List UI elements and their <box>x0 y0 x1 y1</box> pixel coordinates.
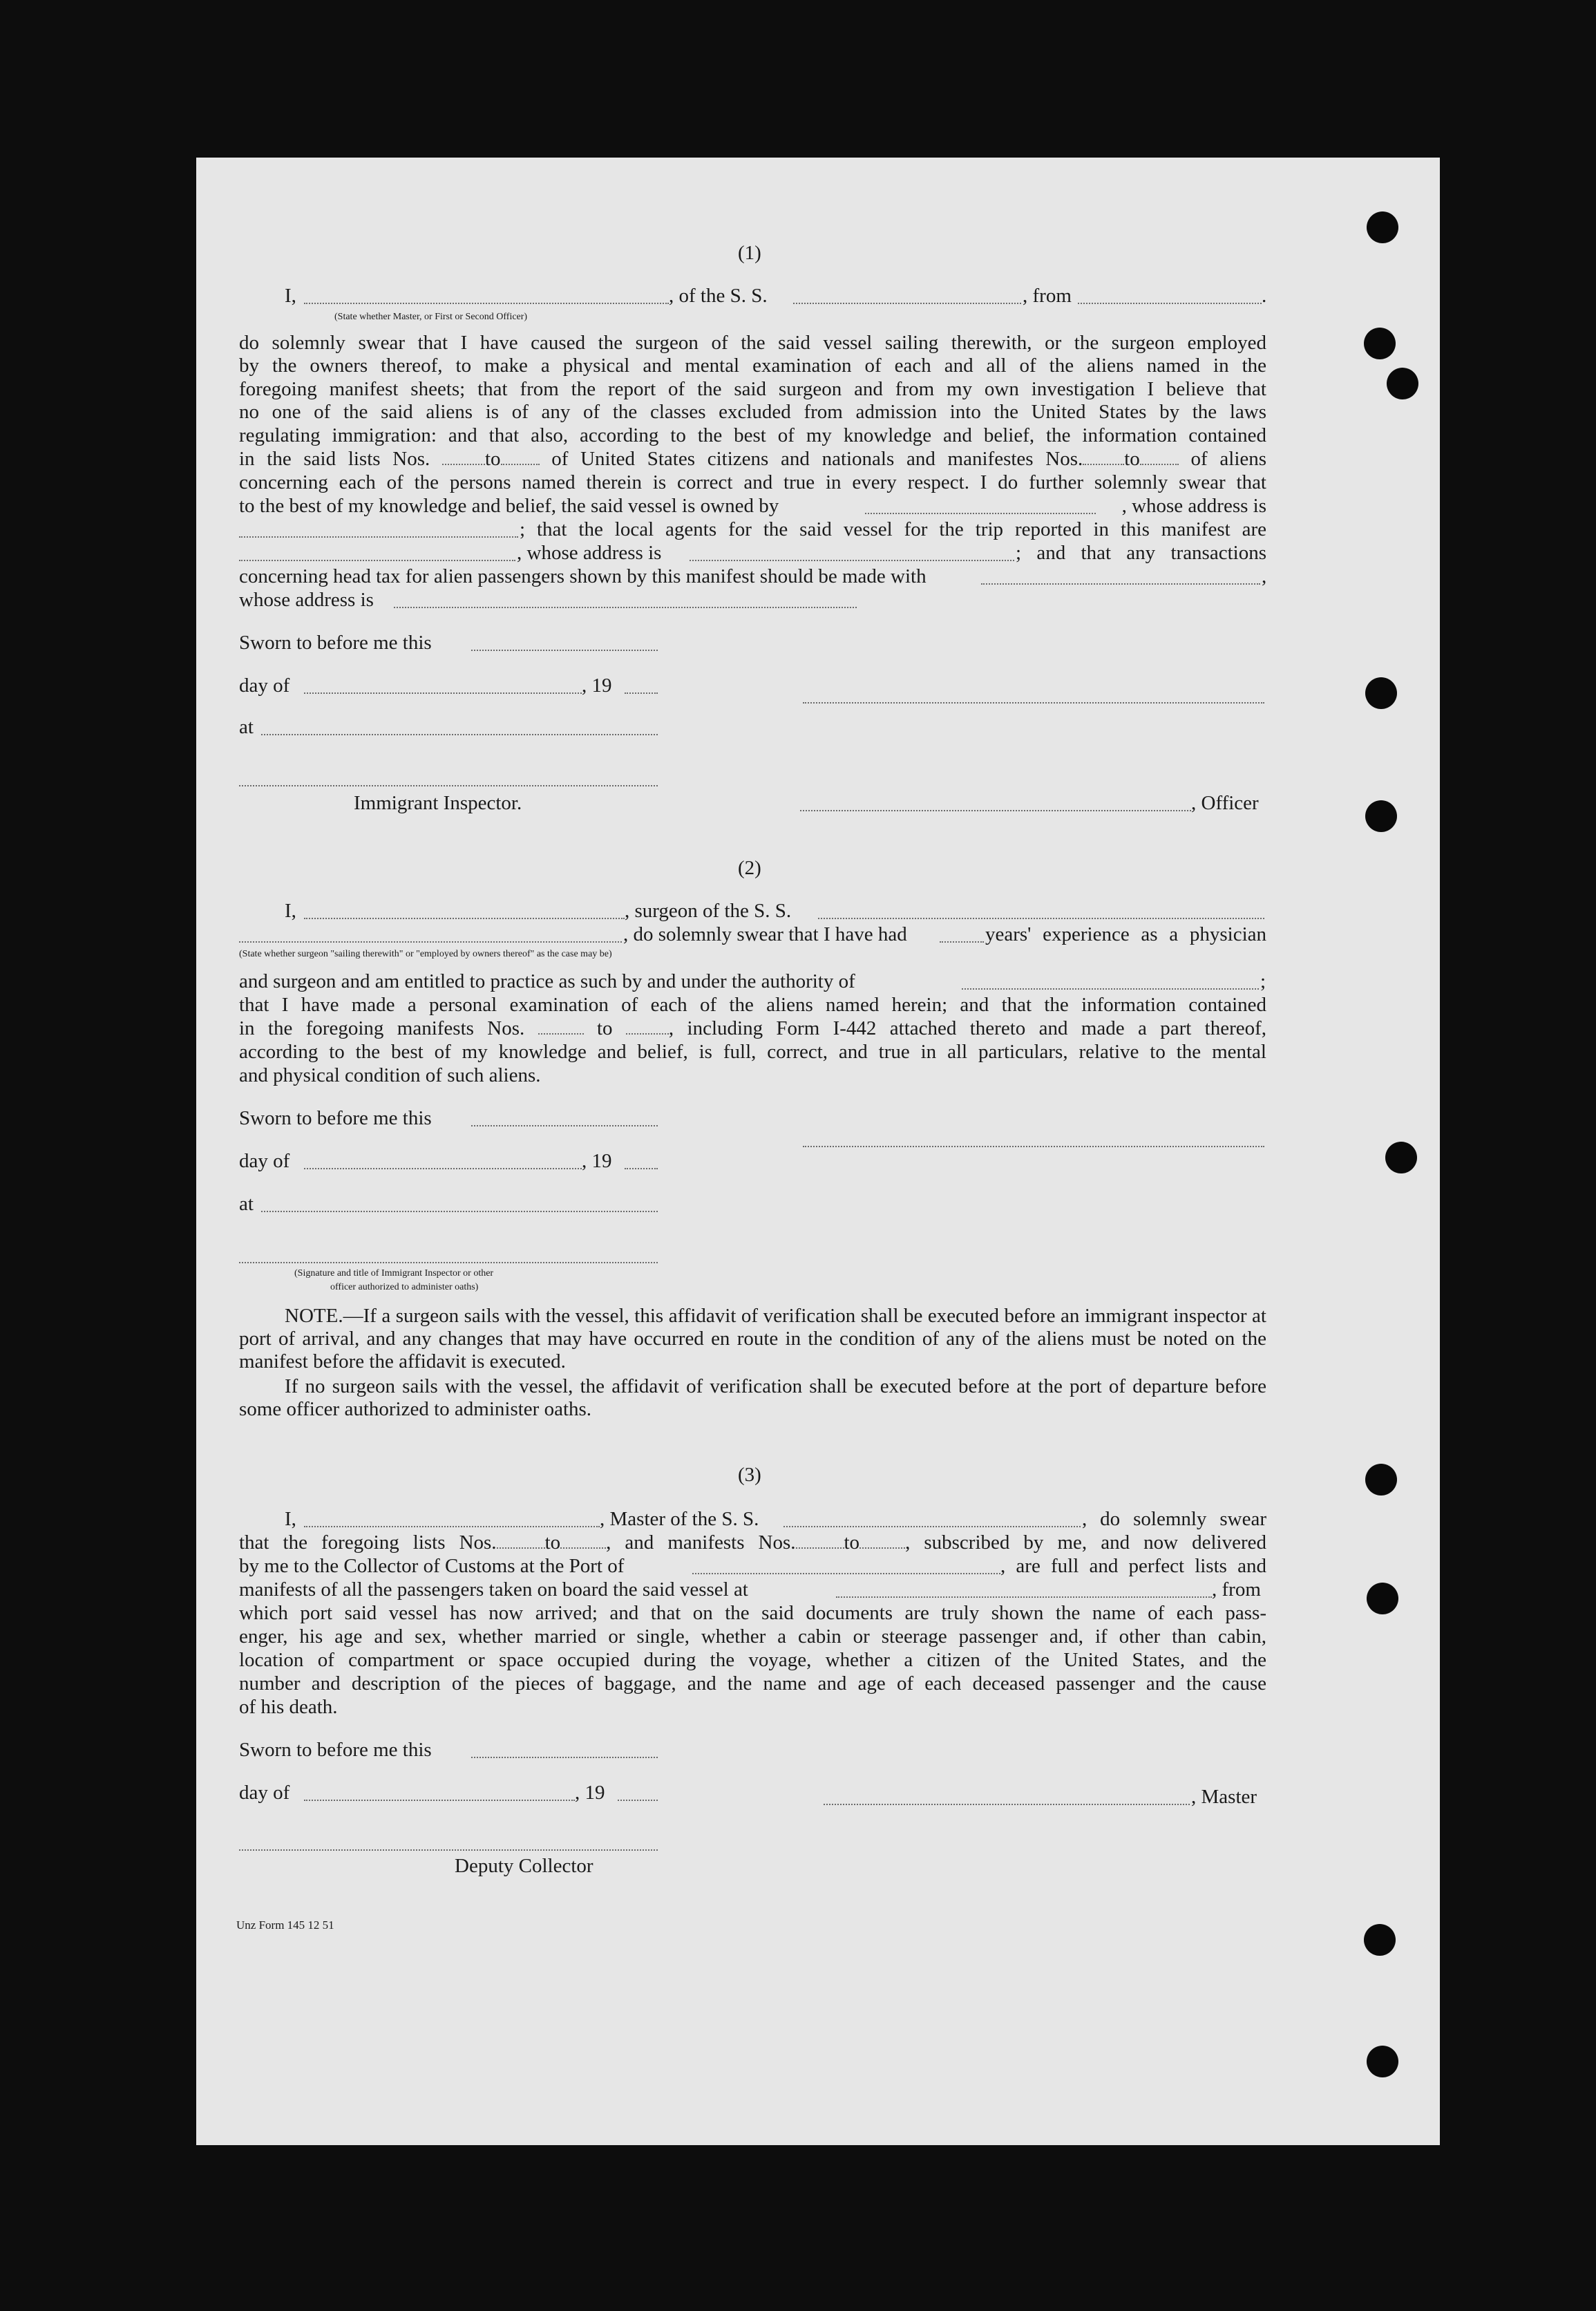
s1-citizens-text: of United States citizens and nationals and manifestes Nos. <box>551 448 1083 470</box>
s3-para-line: which port said vessel has now arrived; and that on the said documents are truly shown the name of each pass- <box>239 1602 1266 1624</box>
s1-list-from-blank[interactable] <box>442 450 485 465</box>
s3-day-of: day of <box>239 1782 290 1804</box>
s1-to: to <box>484 448 501 470</box>
s2-vessel-blank[interactable] <box>818 918 1264 919</box>
s1-headtax-blank[interactable] <box>981 583 1260 585</box>
s2-years-blank[interactable] <box>940 941 984 943</box>
s2-para-line: that I have made a personal examination of each of the aliens named herein; and that the information contained <box>239 994 1266 1016</box>
s3-subscribed-text: , subscribed by me, and now delivered <box>905 1531 1266 1554</box>
s1-para-line: regulating immigration: and that also, according to the best of my knowledge and belief, the information contained <box>239 424 1266 446</box>
s1-vessel-blank[interactable] <box>793 303 1021 304</box>
s1-day-blank[interactable] <box>304 692 582 694</box>
s2-swear-had: , do solemnly swear that I have had <box>623 923 907 945</box>
s3-year: , 19 <box>575 1782 605 1804</box>
s1-at-blank[interactable] <box>261 734 658 735</box>
s3-lists-text: that the foregoing lists Nos. <box>239 1531 497 1554</box>
form-number: Unz Form 145 12 51 <box>236 1918 334 1932</box>
s2-sig-note: (Signature and title of Immigrant Inspector or other <box>294 1268 494 1279</box>
s1-para-line: by the owners thereof, to make a physical and mental examination of each and all of the aliens named in the <box>239 355 1266 377</box>
s2-at: at <box>239 1193 254 1215</box>
s1-from: , from <box>1023 285 1072 307</box>
s3-full-perfect: , are full and perfect lists and <box>1000 1555 1266 1577</box>
s2-manifests-line <box>239 1017 1266 1040</box>
s1-period: . <box>1262 285 1267 307</box>
s1-para-line: concerning each of the persons named therein is correct and true in every respect. I do further solemnly swear that <box>239 471 1266 493</box>
s1-agents-address-is: , whose address is <box>517 542 662 564</box>
section-1-number: (1) <box>738 242 761 264</box>
s3-collector-blank[interactable] <box>239 1849 658 1851</box>
s2-day-of: day of <box>239 1150 290 1172</box>
s3-board-text: manifests of all the passengers taken on board the said vessel at <box>239 1578 748 1601</box>
s3-lists-line <box>239 1531 1266 1554</box>
s2-surgeon-note: (State whether surgeon "sailing therewith" or "employed by owners thereof" as the case may be) <box>239 949 612 959</box>
s3-manifests-text: , and manifests Nos. <box>606 1531 796 1554</box>
s3-manifest-from-blank[interactable] <box>796 1534 844 1549</box>
s2-note-1: NOTE.—If a surgeon sails with the vessel, this affidavit of verification shall be executed before an immigrant inspector at port of arrival, and any changes that may have occurred en route in the condition of any of the aliens must be noted on the manifest before the affidavit is executed. <box>239 1305 1266 1373</box>
s2-to: to <box>597 1017 613 1039</box>
s3-deputy-collector: Deputy Collector <box>455 1855 593 1877</box>
s3-port-text: by me to the Collector of Customs at the Port of <box>239 1555 625 1577</box>
s3-swear: , do solemnly swear <box>1082 1508 1266 1530</box>
s2-note-2: If no surgeon sails with the vessel, the affidavit of verification shall be executed before at the port of departure before some officer authorized to administer oaths. <box>239 1375 1266 1420</box>
s2-day-blank[interactable] <box>304 1168 582 1169</box>
s1-officer-blank[interactable] <box>800 810 1191 811</box>
s3-para-line: location of compartment or space occupied during the voyage, whether a citizen of the United States, and the <box>239 1649 1266 1671</box>
s2-semicolon: ; <box>1260 970 1266 992</box>
s3-master: , Master <box>1191 1786 1257 1808</box>
s1-address-is: , whose address is <box>1121 495 1266 517</box>
section-3-number: (3) <box>738 1464 761 1486</box>
s2-para-line: and physical condition of such aliens. <box>239 1064 541 1086</box>
section-2-number: (2) <box>738 857 761 879</box>
s1-aliens-text: of aliens <box>1190 448 1267 470</box>
s1-whose-address: whose address is <box>239 589 374 611</box>
s1-manifest-from-blank[interactable] <box>1083 450 1124 465</box>
s1-at: at <box>239 716 254 738</box>
s3-to: to <box>544 1531 561 1554</box>
s2-years-experience: years' experience as a physician <box>985 923 1266 945</box>
s1-para-line: foregoing manifest sheets; that from the report of the said surgeon and from my own investigation I believe that <box>239 378 1266 400</box>
s2-manifest-from-blank[interactable] <box>538 1019 584 1035</box>
s1-officer-note: (State whether Master, or First or Second Officer) <box>334 312 528 322</box>
s1-comma: , <box>1262 565 1267 587</box>
s1-agents-text: ; that the local agents for the said vessel for the trip reported in this manifest are <box>520 518 1266 540</box>
s3-master-name-blank[interactable] <box>304 1526 600 1527</box>
s1-sworn-blank[interactable] <box>471 650 658 651</box>
s3-para-line: number and description of the pieces of baggage, and the name and age of each deceased passenger and the cause <box>239 1672 1266 1695</box>
s3-list-from-blank[interactable] <box>497 1534 545 1549</box>
s3-manifest-to-blank[interactable] <box>859 1534 905 1549</box>
s3-para-line: of his death. <box>239 1696 338 1718</box>
s2-surgeon-name-blank[interactable] <box>304 918 625 919</box>
s1-headtax-address-blank[interactable] <box>394 607 857 608</box>
s1-officer-name-blank[interactable] <box>304 303 669 304</box>
s2-form-text: , including Form I-442 attached thereto and made a part thereof, <box>668 1017 1267 1039</box>
s3-from: , from <box>1212 1578 1261 1601</box>
s1-lists-text: in the said lists Nos. <box>239 448 430 470</box>
s1-signature-blank[interactable] <box>803 702 1264 704</box>
s1-headtax-text: concerning head tax for alien passengers shown by this manifest should be made with <box>239 565 927 587</box>
s3-list-to-blank[interactable] <box>560 1534 606 1549</box>
s1-owned-by: to the best of my knowledge and belief, the said vessel is owned by <box>239 495 779 517</box>
s3-day-blank[interactable] <box>304 1800 575 1801</box>
s2-para-line: according to the best of my knowledge and belief, is full, correct, and true in all particulars, relative to the mental <box>239 1041 1266 1063</box>
s1-immigrant-inspector: Immigrant Inspector. <box>354 792 522 814</box>
s1-transactions-text: ; and that any transactions <box>1016 542 1266 564</box>
s2-at-blank[interactable] <box>261 1211 658 1212</box>
s2-surgeon-type-blank[interactable] <box>239 941 622 943</box>
s1-owner-address-blank[interactable] <box>239 536 518 538</box>
s3-sworn: Sworn to before me this <box>239 1739 432 1761</box>
s1-i: I, <box>285 285 296 307</box>
s1-sworn: Sworn to before me this <box>239 632 432 654</box>
s2-authority-text: and surgeon and am entitled to practice as such by and under the authority of <box>239 970 855 992</box>
s2-year-blank[interactable] <box>625 1168 658 1169</box>
s1-year-blank[interactable] <box>625 692 658 694</box>
s2-i: I, <box>285 900 296 922</box>
s1-officer: , Officer <box>1191 792 1259 814</box>
s1-to-2: to <box>1124 448 1140 470</box>
s2-manifest-to-blank[interactable] <box>626 1019 669 1035</box>
s2-surgeon-of: , surgeon of the S. S. <box>625 900 792 922</box>
s3-year-blank[interactable] <box>618 1800 658 1801</box>
s3-to-2: to <box>844 1531 860 1554</box>
s3-sworn-blank[interactable] <box>471 1757 658 1758</box>
s1-agents-blank[interactable] <box>239 560 515 561</box>
s1-lists-line <box>239 448 1266 471</box>
s2-signature-title-blank[interactable] <box>239 1262 658 1263</box>
s1-list-to-blank[interactable] <box>501 450 540 465</box>
s2-signature-blank[interactable] <box>803 1146 1264 1147</box>
s1-from-blank[interactable] <box>1078 303 1262 304</box>
s1-day-of: day of <box>239 675 290 697</box>
s1-inspector-blank[interactable] <box>239 785 658 786</box>
s1-agents-address-blank[interactable] <box>690 560 1014 561</box>
s1-para-line: do solemnly swear that I have caused the surgeon of the said vessel sailing therewith, or the surgeon employed <box>239 332 1266 354</box>
s3-master-of: , Master of the S. S. <box>600 1508 759 1530</box>
s2-year: , 19 <box>582 1150 612 1172</box>
s1-para-line: no one of the said aliens is of any of the classes excluded from admission into the United States by the laws <box>239 401 1266 423</box>
s1-owner-blank[interactable] <box>865 513 1096 514</box>
s3-master-signature-blank[interactable] <box>824 1804 1190 1805</box>
s2-manifests-text: in the foregoing manifests Nos. <box>239 1017 525 1039</box>
s2-authority-blank[interactable] <box>962 988 1259 990</box>
s1-of-ss: , of the S. S. <box>669 285 768 307</box>
s1-year: , 19 <box>582 675 612 697</box>
s2-sig-note: officer authorized to administer oaths) <box>330 1282 479 1292</box>
s3-para-line: enger, his age and sex, whether married or single, whether a cabin or steerage passenger and, if other than cabin, <box>239 1625 1266 1648</box>
s2-sworn: Sworn to before me this <box>239 1107 432 1129</box>
s3-vessel-blank[interactable] <box>783 1526 1081 1527</box>
s3-place-blank[interactable] <box>836 1596 1212 1598</box>
s3-port-blank[interactable] <box>692 1573 1000 1574</box>
s2-sworn-blank[interactable] <box>471 1125 658 1126</box>
s1-manifest-to-blank[interactable] <box>1140 450 1179 465</box>
s3-i: I, <box>285 1508 296 1530</box>
